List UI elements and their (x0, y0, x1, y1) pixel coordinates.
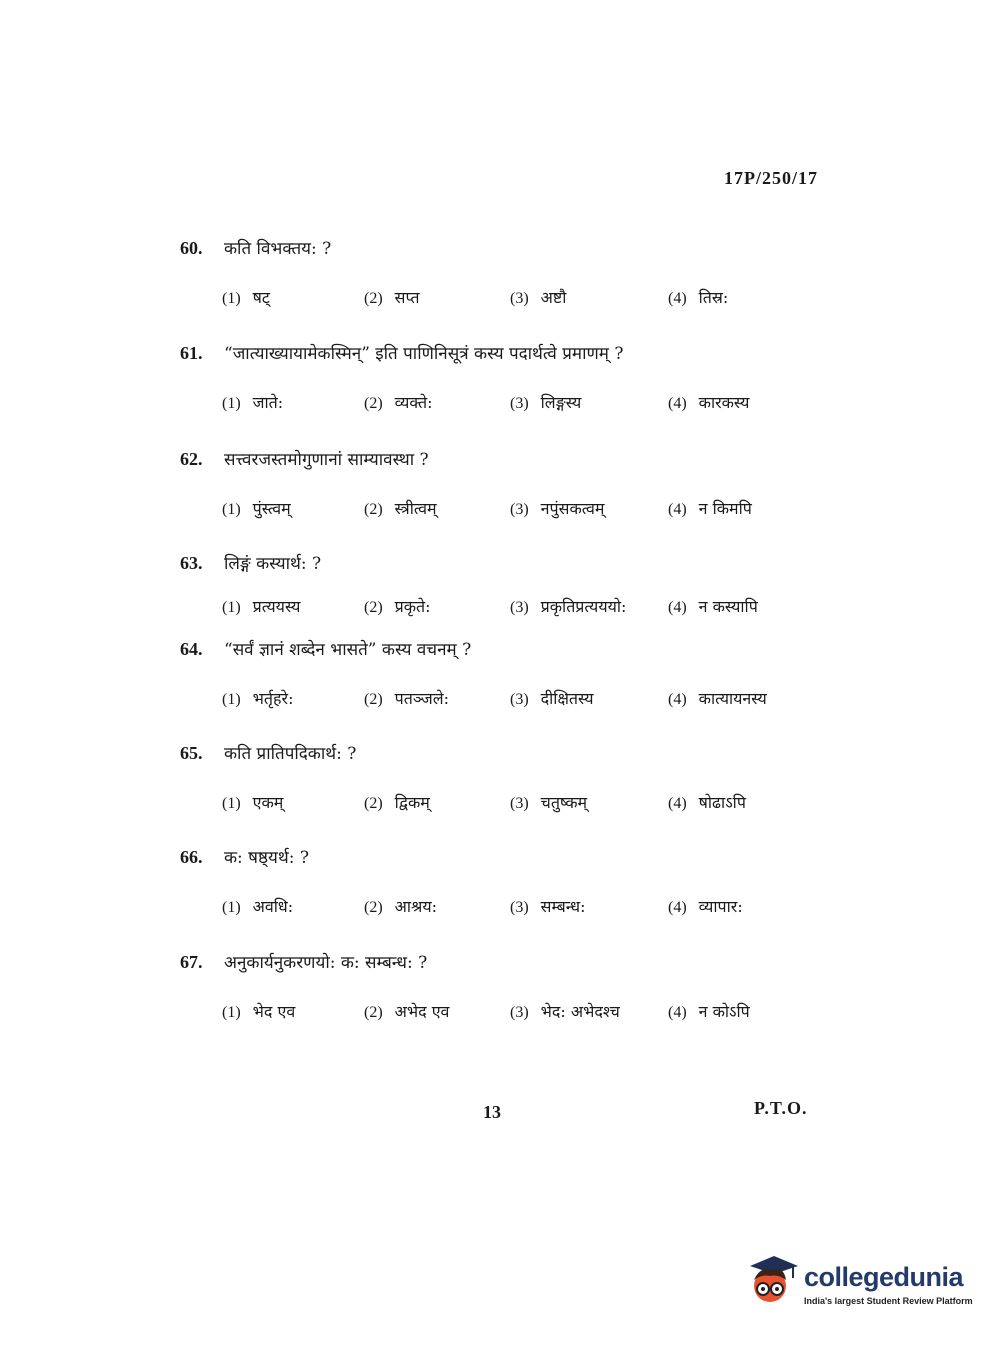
option-number: (3) (510, 1004, 529, 1021)
question-66 (180, 845, 860, 925)
pto-label: P.T.O. (754, 1098, 808, 1118)
option-4 (668, 286, 728, 308)
option-text: सप्त (394, 288, 420, 307)
option-number: (1) (222, 290, 241, 307)
question-number: 67. (180, 952, 203, 972)
option-text: भेद एव (252, 1002, 296, 1021)
option-number: (4) (668, 290, 687, 307)
option-number: (3) (510, 795, 529, 812)
option-3 (510, 1000, 620, 1022)
question-line (180, 236, 860, 264)
option-1 (222, 687, 293, 709)
option-2 (364, 497, 437, 519)
option-3 (510, 391, 581, 413)
option-text: प्रकृतिप्रत्यययो: (540, 597, 627, 616)
option-number: (3) (510, 599, 529, 616)
option-text: प्रकृते: (394, 597, 431, 616)
question-60 (180, 236, 860, 316)
option-number: (1) (222, 501, 241, 518)
option-1 (222, 286, 270, 308)
question-line (180, 551, 860, 579)
option-number: (4) (668, 691, 687, 708)
question-text: “जात्याख्यायामेकस्मिन्” इति पाणिनिसूत्रं कस्य पदार्थत्वे प्रमाणम् ? (224, 344, 624, 364)
question-text: कति प्रातिपदिकार्थ: ? (224, 744, 357, 764)
option-text: जाते: (252, 393, 284, 412)
question-text: लिङ्गं कस्यार्थ: ? (224, 554, 322, 574)
option-list (222, 895, 860, 925)
option-text: अभेद एव (394, 1002, 450, 1021)
option-2 (364, 791, 430, 813)
option-number: (3) (510, 290, 529, 307)
option-text: पतञ्जले: (394, 689, 449, 708)
option-number: (4) (668, 599, 687, 616)
option-number: (2) (364, 795, 383, 812)
question-63 (180, 551, 860, 625)
option-number: (1) (222, 691, 241, 708)
option-text: न कोऽपि (698, 1002, 750, 1021)
option-text: कारकस्य (698, 393, 750, 412)
option-text: चतुष्कम् (540, 793, 588, 812)
option-3 (510, 595, 626, 617)
option-text: नपुंसकत्वम् (540, 499, 605, 518)
option-text: अष्टौ (540, 288, 567, 307)
option-1 (222, 1000, 295, 1022)
question-text: अनुकार्यनुकरणयो: क: सम्बन्ध: ? (224, 953, 428, 973)
option-list (222, 391, 860, 421)
option-number: (3) (510, 501, 529, 518)
option-text: कात्यायनस्य (698, 689, 767, 708)
option-1 (222, 595, 300, 617)
option-4 (668, 595, 758, 617)
question-number: 62. (180, 449, 203, 469)
option-text: सम्बन्ध: (540, 897, 586, 916)
page-number: 13 (483, 1102, 501, 1122)
question-number: 65. (180, 743, 203, 763)
option-3 (510, 687, 594, 709)
watermark-brand: collegedunia (804, 1262, 964, 1292)
option-number: (2) (364, 290, 383, 307)
option-number: (1) (222, 395, 241, 412)
option-number: (4) (668, 395, 687, 412)
question-65 (180, 741, 860, 821)
option-text: भर्तृहरे: (252, 689, 294, 708)
question-text: “सर्वं ज्ञानं शब्देन भासते” कस्य वचनम् ? (224, 640, 472, 660)
option-4 (668, 391, 749, 413)
question-text: सत्त्वरजस्तमोगुणानां साम्यावस्था ? (224, 450, 429, 470)
option-number: (3) (510, 691, 529, 708)
option-2 (364, 286, 420, 308)
option-list (222, 497, 860, 527)
option-number: (2) (364, 395, 383, 412)
option-number: (3) (510, 395, 529, 412)
option-2 (364, 595, 431, 617)
option-number: (2) (364, 1004, 383, 1021)
option-2 (364, 895, 437, 917)
option-1 (222, 895, 293, 917)
question-line (180, 950, 860, 978)
option-4 (668, 687, 767, 709)
option-2 (364, 1000, 449, 1022)
question-62 (180, 447, 860, 527)
option-1 (222, 391, 283, 413)
option-text: अवधि: (252, 897, 294, 916)
option-4 (668, 895, 743, 917)
option-text: एकम् (252, 793, 284, 812)
option-4 (668, 1000, 750, 1022)
option-list (222, 1000, 860, 1030)
question-line (180, 637, 860, 665)
option-text: न किमपि (698, 499, 752, 518)
question-number: 63. (180, 553, 203, 573)
watermark-tagline: India's largest Student Review Platform (804, 1296, 973, 1306)
question-64 (180, 637, 860, 717)
option-4 (668, 497, 752, 519)
question-number: 66. (180, 847, 203, 867)
option-3 (510, 497, 604, 519)
option-3 (510, 791, 587, 813)
option-list (222, 791, 860, 821)
option-number: (1) (222, 599, 241, 616)
option-3 (510, 895, 585, 917)
question-67 (180, 950, 860, 1030)
option-list (222, 595, 860, 625)
question-line (180, 845, 860, 873)
option-number: (4) (668, 501, 687, 518)
question-text: कति विभक्तय: ? (224, 239, 332, 259)
option-text: व्यक्ते: (394, 393, 433, 412)
option-text: दीक्षितस्य (540, 689, 594, 708)
question-line (180, 447, 860, 475)
option-number: (1) (222, 1004, 241, 1021)
option-number: (4) (668, 899, 687, 916)
option-text: लिङ्गस्य (540, 393, 582, 412)
question-61 (180, 341, 860, 421)
paper-code: 17P/250/17 (724, 168, 818, 188)
option-number: (4) (668, 1004, 687, 1021)
option-2 (364, 687, 449, 709)
question-number: 64. (180, 639, 203, 659)
mascot-logo-icon (742, 1252, 800, 1310)
option-text: तिस्र: (698, 288, 729, 307)
option-3 (510, 286, 566, 308)
question-number: 60. (180, 238, 203, 258)
collegedunia-watermark (742, 1250, 982, 1320)
question-line (180, 341, 860, 369)
option-number: (1) (222, 899, 241, 916)
option-number: (4) (668, 795, 687, 812)
option-text: षट् (252, 288, 270, 307)
option-text: पुंस्त्वम् (252, 499, 291, 518)
option-text: षोढाऽपि (698, 793, 746, 812)
option-text: द्विकम् (394, 793, 430, 812)
option-text: व्यापार: (698, 897, 743, 916)
question-number: 61. (180, 343, 203, 363)
option-2 (364, 391, 433, 413)
option-1 (222, 497, 291, 519)
option-text: आश्रय: (394, 897, 438, 916)
option-number: (1) (222, 795, 241, 812)
option-number: (3) (510, 899, 529, 916)
option-4 (668, 791, 746, 813)
option-number: (2) (364, 691, 383, 708)
option-number: (2) (364, 899, 383, 916)
option-text: स्त्रीत्वम् (394, 499, 437, 518)
option-list (222, 687, 860, 717)
option-text: भेद: अभेदश्च (540, 1002, 620, 1021)
option-number: (2) (364, 501, 383, 518)
option-list (222, 286, 860, 316)
option-number: (2) (364, 599, 383, 616)
option-1 (222, 791, 283, 813)
option-text: प्रत्ययस्य (252, 597, 301, 616)
question-line (180, 741, 860, 769)
option-text: न कस्यापि (698, 597, 758, 616)
question-text: क: षष्ठ्यर्थ: ? (224, 848, 309, 868)
